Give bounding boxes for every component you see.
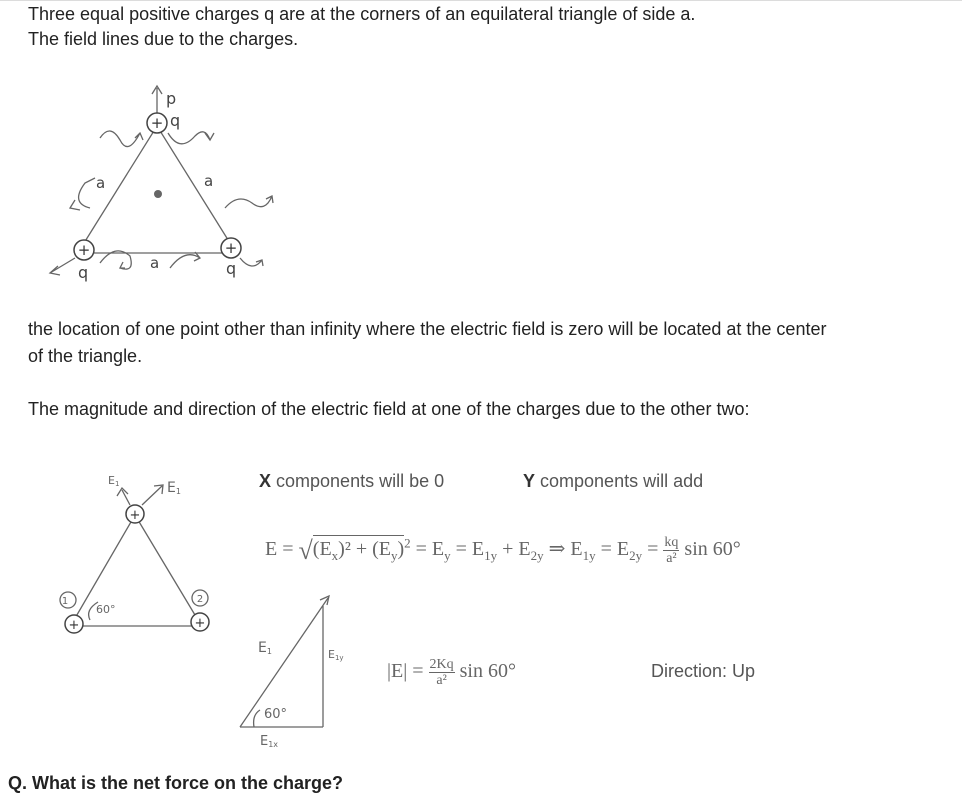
field-equation: $E = √(E_x)^2 + (E_y)^2 = E_y = E_{1y} + E_{2y}$ ⇒ $E_{1y} = E_{2y}$ = $\frac{kq}{\text{a²}}$ sin 60°: [265, 534, 741, 566]
label-angle-60: 60°: [264, 707, 288, 722]
label-e1y: E1y: [328, 648, 344, 662]
field-lines-sketch: [40, 78, 290, 288]
triangle-side-left: [84, 126, 157, 243]
label-q-left: q: [78, 263, 89, 282]
label-a-left: a: [96, 174, 106, 192]
question-text: Q. What is the net force on the charge?: [8, 773, 344, 793]
label-a-right: a: [204, 172, 214, 190]
plus-sign: +: [194, 616, 206, 631]
vector-component-sketch: [230, 590, 360, 755]
magnitude-intro: The magnitude and direction of the electric field at one of the charges due to the other two:: [28, 399, 750, 419]
zero-field-line-1: the location of one point other than infinity where the electric field is zero will be located at the center: [28, 319, 827, 339]
y-components-text: Y components will add: [523, 471, 704, 491]
center-point: [154, 190, 162, 198]
plus-sign: +: [224, 239, 238, 257]
triangle-side-right: [157, 126, 230, 243]
label-e1-right: E1: [167, 480, 181, 496]
label-q-top: q: [170, 111, 181, 130]
label-e1x: E1x: [260, 734, 279, 749]
top-divider: [0, 0, 962, 1]
intro-line-2: The field lines due to the charges.: [28, 29, 299, 49]
component-sketch: [50, 470, 225, 640]
intro-line-1: Three equal positive charges q are at the corners of an equilateral triangle of side a.: [28, 4, 696, 24]
field-line-top-up: [152, 86, 162, 116]
plus-sign: +: [150, 114, 164, 132]
label-2: 2: [196, 594, 204, 605]
magnitude-equation: |E| = $\frac{2Kq}{\text{a²}}$ sin 60°: [387, 657, 516, 688]
label-e1: E1: [258, 640, 272, 656]
label-a-bottom: a: [150, 254, 160, 272]
label-q-right: q: [226, 259, 237, 278]
plus-sign: +: [68, 618, 80, 633]
x-components-text: X components will be 0: [259, 471, 445, 491]
label-1: 1: [61, 596, 69, 607]
plus-sign: +: [77, 241, 91, 259]
zero-field-line-2: of the triangle.: [28, 346, 143, 366]
label-e1-left: E1: [108, 474, 120, 488]
label-p: p: [166, 89, 177, 108]
label-angle: 60°: [96, 603, 116, 616]
plus-sign: +: [129, 508, 141, 523]
direction-text: Direction: Up: [651, 661, 756, 681]
